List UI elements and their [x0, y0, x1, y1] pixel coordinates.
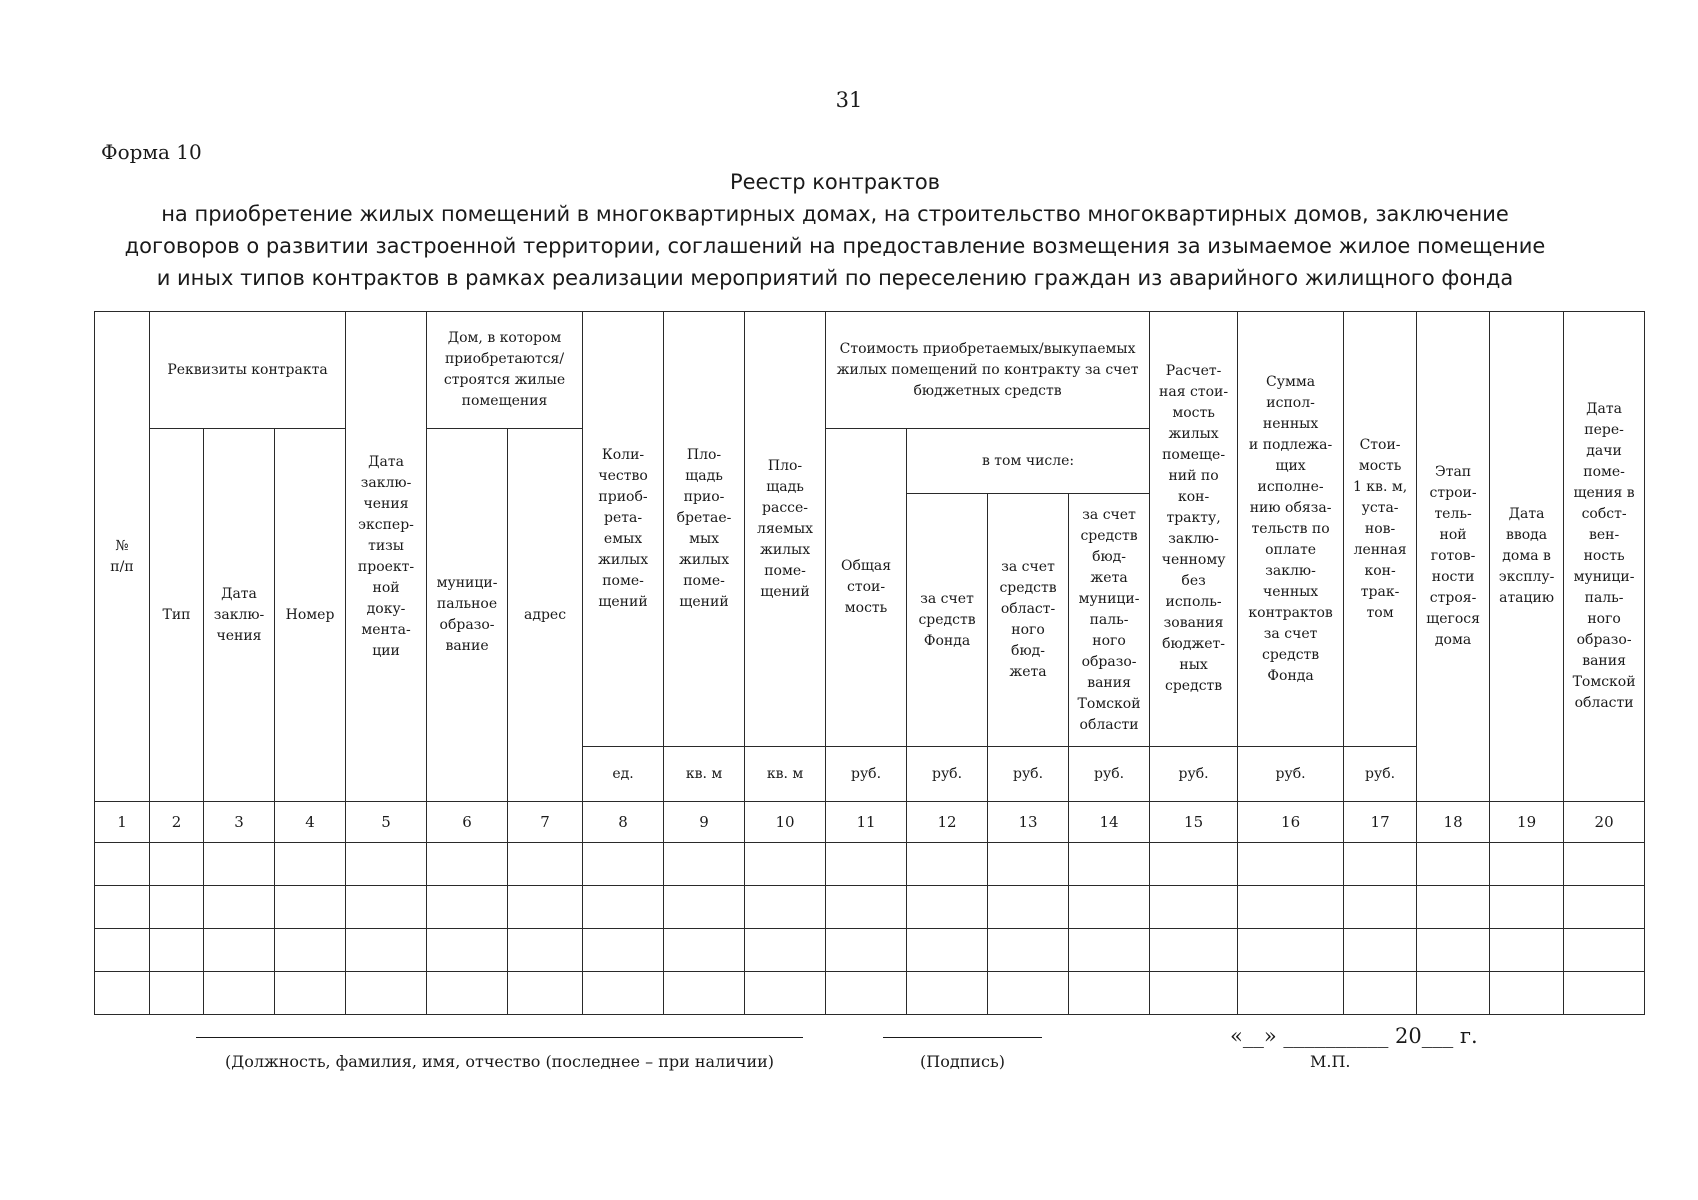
column-number: 14 [1069, 802, 1150, 843]
column-number: 5 [346, 802, 427, 843]
header-num: № п/п [95, 312, 150, 802]
header-municipal-budget: за счет средств бюд- жета муници- паль- ного образо- вания Томской области [1069, 494, 1150, 747]
unit-cell: руб. [988, 747, 1069, 802]
column-number: 1 [95, 802, 150, 843]
column-number: 16 [1238, 802, 1344, 843]
position-caption: (Должность, фамилия, имя, отчество (последнее – при наличии) [224, 1052, 775, 1071]
unit-cell: руб. [907, 747, 988, 802]
title-line: и иных типов контрактов в рамках реализации мероприятий по переселению граждан из аварийного жилищного фонда [156, 266, 1514, 290]
unit-cell: руб. [826, 747, 907, 802]
header-construction-stage: Этап строи- тель- ной готов- ности строя- щегося дома [1417, 312, 1490, 802]
header-cost-group: Стоимость приобретаемых/выкупаемых жилых помещений по контракту за счет бюджетных средств [826, 312, 1150, 429]
signature-caption: (Подпись) [920, 1052, 1005, 1071]
unit-cell: руб. [1150, 747, 1238, 802]
header-regional-budget: за счет средств област- ного бюд- жета [988, 494, 1069, 747]
title-line: договоров о развитии застроенной территории, соглашений на предоставление возмещения за изымаемое жилое помещение [124, 234, 1546, 258]
table-row [95, 843, 1645, 886]
unit-cell: кв. м [745, 747, 826, 802]
header-commission-date: Дата ввода дома в эксплу- атацию [1490, 312, 1564, 802]
column-number: 10 [745, 802, 826, 843]
table-row [95, 886, 1645, 929]
column-number: 17 [1344, 802, 1417, 843]
table-row [95, 929, 1645, 972]
header-area-resettled: Пло- щадь рассе- ляемых жилых поме- щений [745, 312, 826, 747]
header-municipality: муници- пальное образо- вание [427, 429, 508, 802]
header-estimated-cost: Расчет- ная стои- мость жилых помеще- ний по кон- тракту, заклю- ченному без исполь- зования бюджет- ных средств [1150, 312, 1238, 747]
unit-cell: руб. [1344, 747, 1417, 802]
stamp-caption: М.П. [1310, 1052, 1351, 1071]
unit-cell: руб. [1238, 747, 1344, 802]
contracts-registry-table [94, 311, 1645, 1015]
header-contract-details: Реквизиты контракта [150, 312, 346, 429]
unit-cell: ед. [583, 747, 664, 802]
column-number: 18 [1417, 802, 1490, 843]
column-number: 20 [1564, 802, 1645, 843]
header-area-acquired: Пло- щадь прио- бретае- мых жилых поме- щений [664, 312, 745, 747]
header-sqm-cost: Стои- мость 1 кв. м, уста- нов- ленная кон- трак- том [1344, 312, 1417, 747]
column-number: 4 [275, 802, 346, 843]
column-number: 2 [150, 802, 204, 843]
document-title [60, 166, 1610, 294]
column-number: 7 [508, 802, 583, 843]
page-number: 31 [835, 88, 863, 112]
title-line: на приобретение жилых помещений в многоквартирных домах, на строительство многоквартирных домов, заключение [161, 202, 1509, 226]
column-number: 19 [1490, 802, 1564, 843]
header-obligations-sum: Сумма испол- ненных и подлежа- щих исполне- нию обяза- тельств по оплате заклю- ченных контрактов за счет средств Фонда [1238, 312, 1344, 747]
column-number: 12 [907, 802, 988, 843]
column-number: 8 [583, 802, 664, 843]
unit-cell: руб. [1069, 747, 1150, 802]
column-numbers-row [95, 802, 1645, 843]
header-type: Тип [150, 429, 204, 802]
unit-cell: кв. м [664, 747, 745, 802]
header-including: в том числе: [907, 429, 1150, 494]
column-number: 9 [664, 802, 745, 843]
header-address: адрес [508, 429, 583, 802]
header-number: Номер [275, 429, 346, 802]
header-expertise-date: Дата заклю- чения экспер- тизы проект- ной доку- мента- ции [346, 312, 427, 802]
column-number: 15 [1150, 802, 1238, 843]
header-fund: за счет средств Фонда [907, 494, 988, 747]
title-line: Реестр контрактов [729, 170, 941, 194]
column-number: 6 [427, 802, 508, 843]
header-total-cost: Общая стои- мость [826, 429, 907, 747]
header-transfer-date: Дата пере- дачи поме- щения в собст- вен- ность муници- паль- ного образо- вания Томской области [1564, 312, 1645, 802]
column-number: 3 [204, 802, 275, 843]
column-number: 11 [826, 802, 907, 843]
header-quantity: Коли- чество приоб- рета- емых жилых поме- щений [583, 312, 664, 747]
column-number: 13 [988, 802, 1069, 843]
form-label: Форма 10 [101, 140, 202, 164]
table-row [95, 972, 1645, 1015]
signature-line [883, 1037, 1042, 1038]
header-conclusion-date: Дата заклю- чения [204, 429, 275, 802]
date-field: «__» __________ 20___ г. [1230, 1024, 1478, 1048]
position-signature-line [196, 1037, 803, 1038]
header-house: Дом, в котором приобретаются/ строятся жилые помещения [427, 312, 583, 429]
